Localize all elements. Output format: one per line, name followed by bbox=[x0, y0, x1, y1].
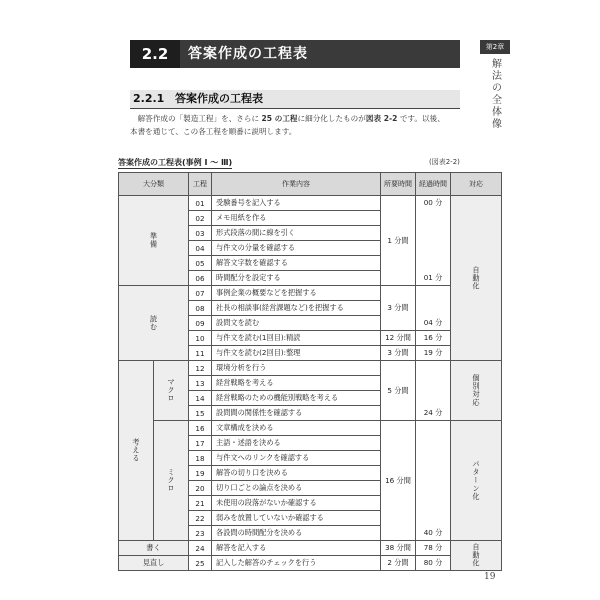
cumulative-time: 19 分 bbox=[416, 346, 451, 361]
cumulative-empty bbox=[416, 421, 451, 436]
task-cell: 解答文字数を確認する bbox=[212, 256, 381, 271]
cumulative-empty bbox=[416, 211, 451, 226]
category-prep bbox=[119, 196, 189, 286]
section-number: 2.2 bbox=[130, 40, 180, 68]
step-no: 20 bbox=[189, 481, 212, 496]
cumulative-empty bbox=[416, 301, 451, 316]
response-individual bbox=[451, 361, 502, 421]
required-time-micro: 16 分間 bbox=[381, 421, 416, 541]
task-cell: 文章構成を決める bbox=[212, 421, 381, 436]
cumulative-empty bbox=[416, 376, 451, 391]
step-no: 01 bbox=[189, 196, 212, 211]
cumulative-empty bbox=[416, 511, 451, 526]
cumulative-time: 16 分 bbox=[416, 331, 451, 346]
task-cell: 与件文を読む(2回目):整理 bbox=[212, 346, 381, 361]
table-row bbox=[119, 361, 502, 376]
category-prep-label: 準備 bbox=[149, 232, 159, 249]
task-cell: 未使用の段落がないか確認する bbox=[212, 496, 381, 511]
cumulative-time: 78 分 bbox=[416, 541, 451, 556]
category-read bbox=[119, 286, 189, 361]
response-auto-2-label: 自動化 bbox=[472, 543, 481, 568]
task-cell: 設問間の関係性を確認する bbox=[212, 406, 381, 421]
para-text-4: 本書を通じて、この各工程を順番に説明します。 bbox=[130, 127, 297, 136]
step-no: 22 bbox=[189, 511, 212, 526]
step-no: 17 bbox=[189, 436, 212, 451]
task-cell: 環境分析を行う bbox=[212, 361, 381, 376]
task-cell: 解答を記入する bbox=[212, 541, 381, 556]
step-no: 06 bbox=[189, 271, 212, 286]
task-cell: 切り口ごとの論点を決める bbox=[212, 481, 381, 496]
step-no: 25 bbox=[189, 556, 212, 571]
header-task: 作業内容 bbox=[212, 173, 381, 196]
table-row bbox=[119, 196, 502, 211]
step-no: 05 bbox=[189, 256, 212, 271]
step-no: 15 bbox=[189, 406, 212, 421]
cumulative-time: 01 分 bbox=[416, 271, 451, 286]
required-time-macro: 5 分間 bbox=[381, 361, 416, 421]
table-row bbox=[119, 286, 502, 301]
task-cell: 時間配分を設定する bbox=[212, 271, 381, 286]
para-text-2: に細分化したものが bbox=[297, 114, 366, 123]
required-time-prep: 1 分間 bbox=[381, 196, 416, 286]
task-cell: 弱みを放置していないか確認する bbox=[212, 511, 381, 526]
table-reference: (図表2-2) bbox=[429, 158, 460, 166]
step-no: 07 bbox=[189, 286, 212, 301]
cumulative-empty bbox=[416, 466, 451, 481]
table-title: 答案作成の工程表(事例 I ～ Ⅲ) bbox=[118, 158, 233, 167]
para-text-1: 解答作成の「製造工程」を、さらに bbox=[137, 114, 262, 123]
cumulative-time: 24 分 bbox=[416, 406, 451, 421]
response-pattern-label: パターン化 bbox=[472, 460, 481, 501]
cumulative-time: 40 分 bbox=[416, 526, 451, 541]
step-no: 09 bbox=[189, 316, 212, 331]
process-table bbox=[118, 172, 502, 571]
table-header-row bbox=[119, 173, 502, 196]
subcategory-micro bbox=[154, 421, 189, 541]
step-no: 08 bbox=[189, 301, 212, 316]
para-bold-1: 25 の工程 bbox=[261, 114, 298, 123]
step-no: 24 bbox=[189, 541, 212, 556]
step-no: 23 bbox=[189, 526, 212, 541]
response-pattern bbox=[451, 421, 502, 541]
task-cell: 与件文の分量を確認する bbox=[212, 241, 381, 256]
cumulative-empty bbox=[416, 226, 451, 241]
task-cell: 社長の相談事(経営課題など)を把握する bbox=[212, 301, 381, 316]
task-cell: 事例企業の概要などを把握する bbox=[212, 286, 381, 301]
category-read-label: 読む bbox=[149, 314, 159, 332]
cumulative-time: 80 分 bbox=[416, 556, 451, 571]
cumulative-empty bbox=[416, 496, 451, 511]
para-bold-2: 図表 2-2 bbox=[365, 114, 398, 123]
step-no: 10 bbox=[189, 331, 212, 346]
step-no: 04 bbox=[189, 241, 212, 256]
task-cell: 経営戦略を考える bbox=[212, 376, 381, 391]
category-think-label: 考える bbox=[132, 438, 141, 463]
subcategory-macro bbox=[154, 361, 189, 421]
cumulative-empty bbox=[416, 241, 451, 256]
header-cumulative: 経過時間 bbox=[416, 173, 451, 196]
response-individual-label: 個別対応 bbox=[472, 374, 481, 407]
step-no: 16 bbox=[189, 421, 212, 436]
required-time: 3 分間 bbox=[381, 346, 416, 361]
cumulative-empty bbox=[416, 481, 451, 496]
task-cell: 記入した解答のチェックを行う bbox=[212, 556, 381, 571]
header-response: 対応 bbox=[451, 173, 502, 196]
subsection-number: 2.2.1 bbox=[133, 92, 165, 105]
response-auto-2 bbox=[451, 541, 502, 571]
table-row bbox=[119, 541, 502, 556]
header-step: 工程 bbox=[189, 173, 212, 196]
subsection-title: 答案作成の工程表 bbox=[175, 92, 263, 105]
cumulative-empty bbox=[416, 391, 451, 406]
task-cell: 与件文へのリンクを確認する bbox=[212, 451, 381, 466]
task-cell: 受験番号を記入する bbox=[212, 196, 381, 211]
task-cell: 各設問の時間配分を決める bbox=[212, 526, 381, 541]
cumulative-empty bbox=[416, 256, 451, 271]
step-no: 03 bbox=[189, 226, 212, 241]
step-no: 18 bbox=[189, 451, 212, 466]
category-review: 見直し bbox=[119, 556, 189, 571]
step-no: 19 bbox=[189, 466, 212, 481]
chapter-title: 解法の全体像 bbox=[489, 58, 501, 130]
response-auto-1 bbox=[451, 196, 502, 361]
cumulative-time: 00 分 bbox=[416, 196, 451, 211]
required-time: 12 分間 bbox=[381, 331, 416, 346]
section-title: 答案作成の工程表 bbox=[188, 46, 308, 62]
subcategory-micro-label: ミクロ bbox=[167, 468, 176, 493]
required-time: 2 分間 bbox=[381, 556, 416, 571]
step-no: 02 bbox=[189, 211, 212, 226]
header-major: 大分類 bbox=[119, 173, 189, 196]
cumulative-time: 04 分 bbox=[416, 316, 451, 331]
step-no: 21 bbox=[189, 496, 212, 511]
category-think bbox=[119, 361, 154, 541]
category-write: 書く bbox=[119, 541, 189, 556]
subcategory-macro-label: マクロ bbox=[167, 378, 176, 403]
para-text-3: です。以後、 bbox=[397, 114, 445, 123]
cumulative-empty bbox=[416, 361, 451, 376]
page-number: 19 bbox=[484, 572, 496, 582]
required-time: 38 分間 bbox=[381, 541, 416, 556]
task-cell: 経営戦略のための機能別戦略を考える bbox=[212, 391, 381, 406]
intro-paragraph bbox=[130, 112, 470, 138]
chapter-label: 第2章 bbox=[480, 40, 510, 54]
task-cell: 形式段落の間に線を引く bbox=[212, 226, 381, 241]
response-auto-1-label: 自動化 bbox=[472, 265, 481, 291]
task-cell: 主語・述語を決める bbox=[212, 436, 381, 451]
step-no: 13 bbox=[189, 376, 212, 391]
table-row bbox=[119, 421, 502, 436]
task-cell: 解答の切り口を決める bbox=[212, 466, 381, 481]
table-row bbox=[119, 556, 502, 571]
step-no: 14 bbox=[189, 391, 212, 406]
step-no: 12 bbox=[189, 361, 212, 376]
header-required: 所要時間 bbox=[381, 173, 416, 196]
cumulative-empty bbox=[416, 451, 451, 466]
step-no: 11 bbox=[189, 346, 212, 361]
chapter-side-tab bbox=[480, 40, 510, 130]
task-cell: メモ用紙を作る bbox=[212, 211, 381, 226]
cumulative-empty bbox=[416, 286, 451, 301]
cumulative-empty bbox=[416, 436, 451, 451]
task-cell: 設問文を読む bbox=[212, 316, 381, 331]
task-cell: 与件文を読む(1回目):精読 bbox=[212, 331, 381, 346]
required-time-read: 3 分間 bbox=[381, 286, 416, 331]
